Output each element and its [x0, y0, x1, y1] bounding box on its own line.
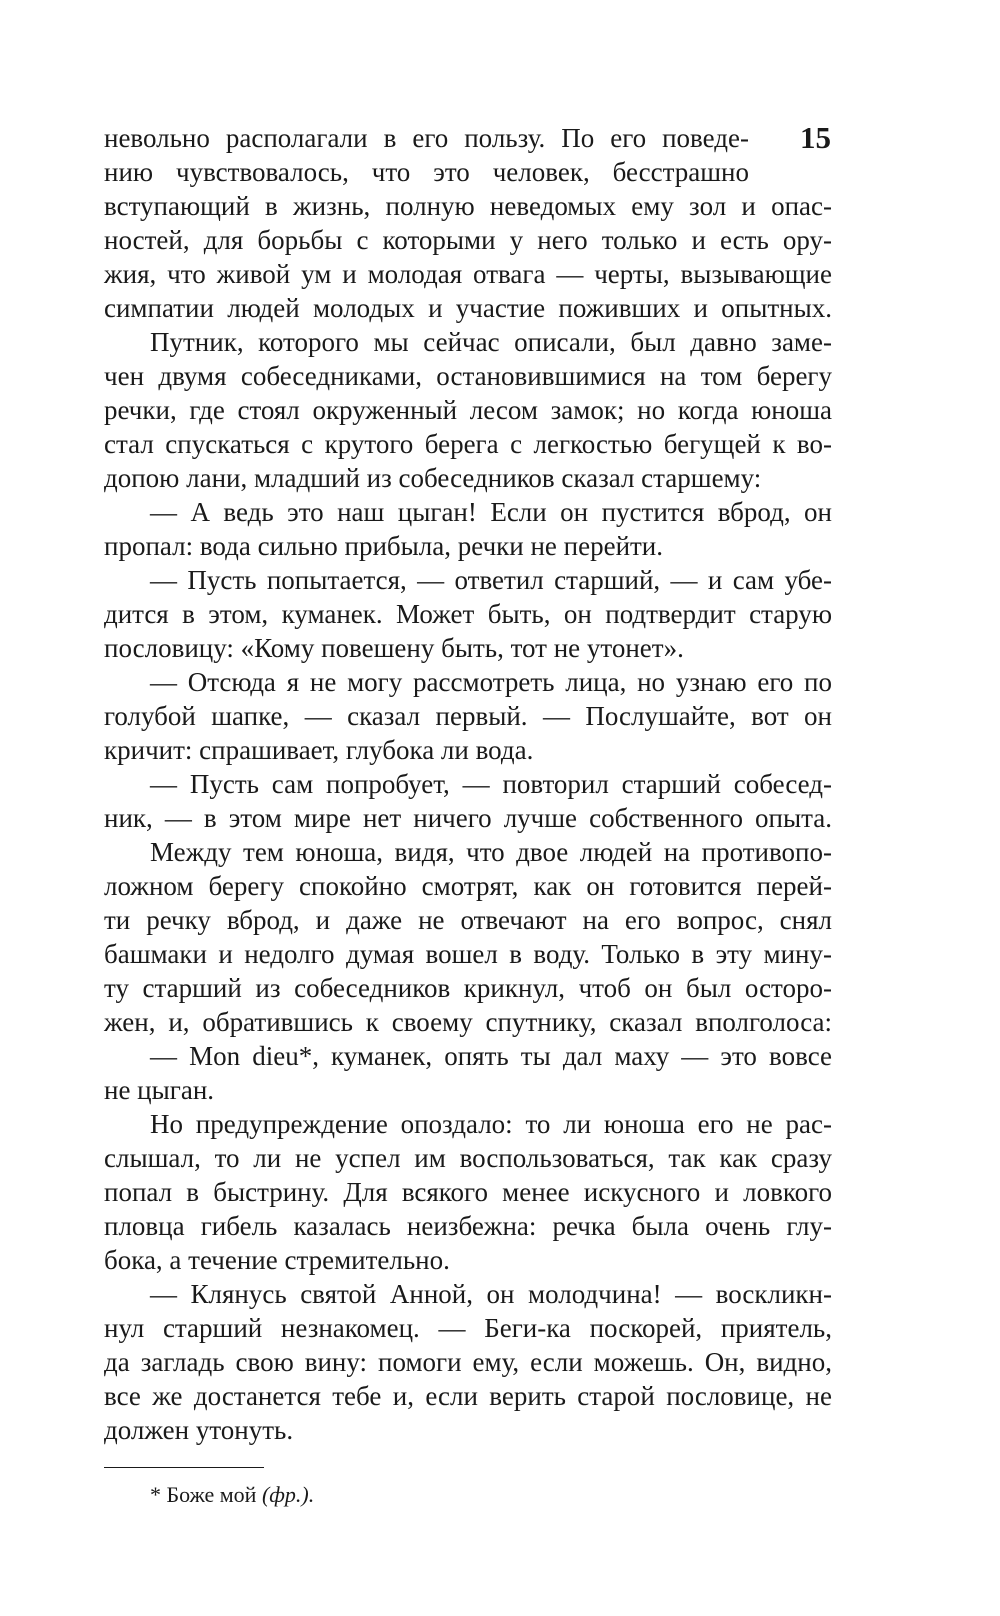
body-text — [104, 121, 832, 1447]
text-line: Между тем юноша, видя, что двое людей на противопо- — [150, 837, 832, 867]
text-line: — Пусть сам попробует, — повторил старший собесед- — [150, 769, 832, 799]
paragraph — [104, 1107, 832, 1277]
text-line: кричит: спрашивает, глубока ли вода. — [104, 735, 534, 765]
text-line: жен, и, обратившись к своему спутнику, сказал вполголоса: — [104, 1007, 832, 1037]
text-line: — Mon dieu*, куманек, опять ты дал маху — это вовсе — [150, 1041, 832, 1071]
paragraph — [104, 835, 832, 1039]
page-number: 15 — [800, 120, 831, 155]
footnote-marker: * — [150, 1482, 167, 1507]
text-line: Путник, которого мы сейчас описали, был давно заме- — [150, 327, 832, 357]
text-line: симпатии людей молодых и участие поживших и опытных. — [104, 293, 832, 323]
text-line: бока, а течение стремительно. — [104, 1245, 450, 1275]
text-line: речки, где стоял окруженный лесом замок; но когда юноша — [104, 395, 832, 425]
text-line: ник, — в этом мире нет ничего лучше собственного опыта. — [104, 803, 832, 833]
text-line: голубой шапке, — сказал первый. — Послушайте, вот он — [104, 701, 832, 731]
paragraph — [104, 121, 832, 325]
text-line: ту старший из собеседников крикнул, чтоб он был осторо- — [104, 973, 832, 1003]
text-line: не цыган. — [104, 1075, 215, 1105]
text-line: — Отсюда я не могу рассмотреть лица, но узнаю его по — [150, 667, 832, 697]
footnote-text: Боже мой — [166, 1482, 262, 1507]
text-line: чен двумя собеседниками, остановившимися на том берегу — [104, 361, 832, 391]
text-line: невольно располагали в его пользу. По его поведе- — [104, 123, 749, 153]
text-line: попал в быстрину. Для всякого менее искусного и ловкого — [104, 1177, 832, 1207]
text-line: пословицу: «Кому повешену быть, тот не утонет». — [104, 633, 684, 663]
paragraph — [104, 665, 832, 767]
paragraph — [104, 1277, 832, 1447]
text-line: вступающий в жизнь, полную неведомых ему зол и опас- — [104, 191, 832, 221]
footnote-language-note: (фр.). — [261, 1482, 315, 1507]
text-line: да загладь свою вину: помоги ему, если можешь. Он, видно, — [104, 1347, 832, 1377]
paragraph — [104, 767, 832, 835]
paragraph — [104, 563, 832, 665]
text-line: все же достанется тебе и, если верить старой пословице, не — [104, 1381, 832, 1411]
text-line: ти речку вброд, и даже не отвечают на его вопрос, снял — [104, 905, 832, 935]
text-line: допою лани, младший из собеседников сказал старшему: — [104, 463, 762, 493]
text-line: ностей, для борьбы с которыми у него только и есть ору- — [104, 225, 832, 255]
text-line: стал спускаться с крутого берега с легкостью бегущей к во- — [104, 429, 832, 459]
text-line: ложном берегу спокойно смотрят, как он готовится перей- — [104, 871, 832, 901]
text-line: нул старший незнакомец. — Беги-ка поскорей, приятель, — [104, 1313, 832, 1343]
text-line: — Клянусь святой Анной, он молодчина! — воскликн- — [150, 1279, 832, 1309]
text-line: нию чувствовалось, что это человек, бесстрашно — [104, 157, 749, 187]
text-line: пловца гибель казалась неизбежна: речка была очень глу- — [104, 1211, 832, 1241]
paragraph — [104, 495, 832, 563]
paragraph — [104, 1039, 832, 1107]
text-line: — Пусть попытается, — ответил старший, — и сам убе- — [150, 565, 832, 595]
text-line: слышал, то ли не успел им воспользоваться, так как сразу — [104, 1143, 832, 1173]
text-line: башмаки и недолго думая вошел в воду. Только в эту мину- — [104, 939, 832, 969]
text-line: пропал: вода сильно прибыла, речки не перейти. — [104, 531, 664, 561]
text-line: Но предупреждение опоздало: то ли юноша его не рас- — [150, 1109, 832, 1139]
text-line: должен утонуть. — [104, 1415, 294, 1445]
text-line: — А ведь это наш цыган! Если он пустится вброд, он — [150, 497, 832, 527]
footnote — [150, 1481, 314, 1509]
footnote-divider — [104, 1467, 264, 1468]
paragraph — [104, 325, 832, 495]
text-line: жия, что живой ум и молодая отвага — черты, вызывающие — [104, 259, 832, 289]
text-line: дится в этом, куманек. Может быть, он подтвердит старую — [104, 599, 832, 629]
